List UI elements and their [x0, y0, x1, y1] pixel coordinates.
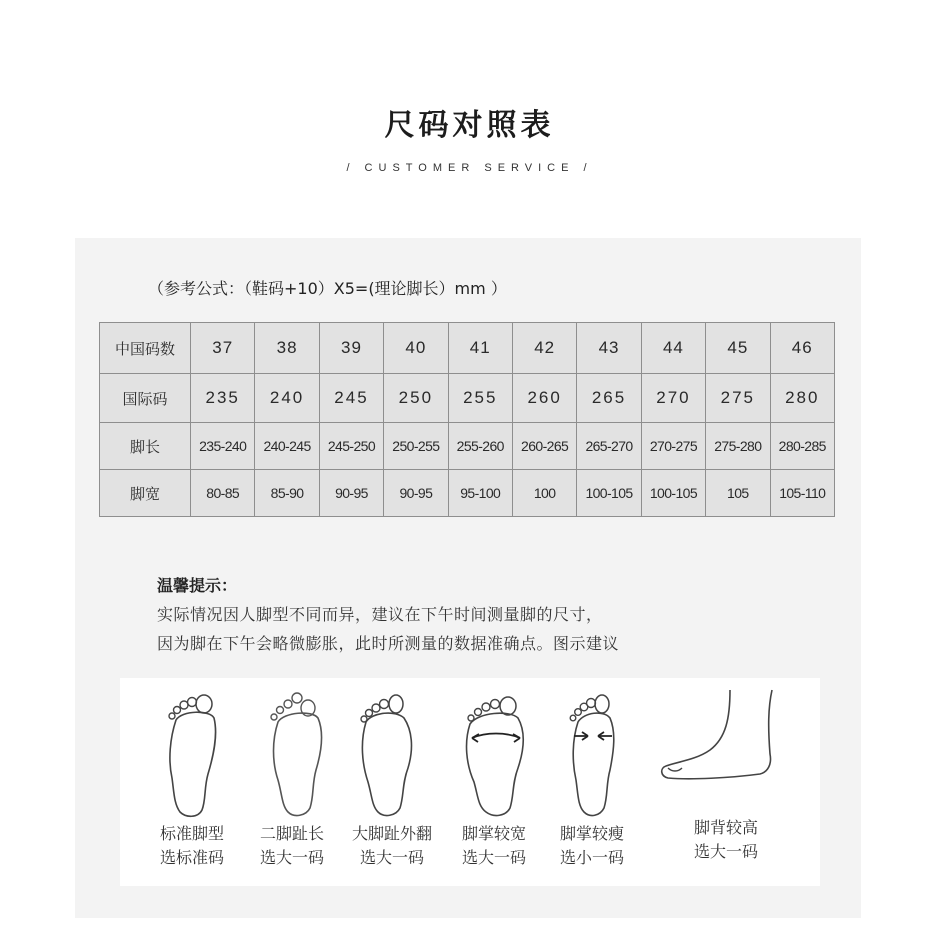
table-cell: 255 — [448, 374, 512, 423]
page-title: 尺码对照表 — [384, 108, 555, 143]
foot-caption-line: 选标准码 — [159, 848, 224, 867]
table-cell: 100 — [512, 470, 576, 517]
size-formula: （参考公式：（鞋码+10）X5=(理论脚长）mm ） — [148, 279, 507, 298]
table-row — [100, 374, 835, 423]
table-cell: 265-270 — [577, 423, 641, 470]
foot-caption-line: 选小一码 — [559, 848, 624, 867]
foot-caption-line: 二脚趾长 — [259, 824, 324, 843]
size-chart-table — [99, 322, 835, 517]
table-cell: 240-245 — [255, 423, 319, 470]
table-cell: 100-105 — [577, 470, 641, 517]
table-cell: 240 — [255, 374, 319, 423]
table-cell: 260 — [512, 374, 576, 423]
table-cell: 280-285 — [770, 423, 834, 470]
table-cell: 260-265 — [512, 423, 576, 470]
row-header-foot-width: 脚宽 — [100, 470, 191, 517]
page-subtitle: / CUSTOMER SERVICE / — [346, 162, 593, 174]
table-cell: 45 — [706, 323, 770, 374]
table-row — [100, 470, 835, 517]
foot-caption-line: 选大一码 — [259, 848, 324, 867]
table-cell: 40 — [384, 323, 448, 374]
table-cell: 270-275 — [641, 423, 705, 470]
row-header-cn-size: 中国码数 — [100, 323, 191, 374]
tips-text-line: 实际情况因人脚型不同而异，建议在下午时间测量脚的尺寸， — [157, 605, 603, 624]
table-cell: 245-250 — [319, 423, 383, 470]
table-cell: 39 — [319, 323, 383, 374]
wide-foot-icon — [458, 688, 568, 818]
tips-text-line: 因为脚在下午会略微膨胀，此时所测量的数据准确点。图示建议 — [157, 634, 620, 653]
foot-caption — [666, 816, 786, 864]
table-cell: 38 — [255, 323, 319, 374]
bunion-foot-icon — [352, 688, 462, 818]
foot-type-illustrations — [120, 678, 820, 886]
foot-caption-line: 选大一码 — [359, 848, 424, 867]
table-cell: 42 — [512, 323, 576, 374]
foot-caption-line: 脚背较高 — [693, 818, 758, 837]
table-cell: 270 — [641, 374, 705, 423]
table-cell: 275-280 — [706, 423, 770, 470]
foot-caption-line: 选大一码 — [461, 848, 526, 867]
foot-caption — [532, 822, 652, 870]
row-header-intl-size: 国际码 — [100, 374, 191, 423]
table-cell: 90-95 — [319, 470, 383, 517]
table-cell: 37 — [191, 323, 255, 374]
foot-caption-line: 脚掌较宽 — [461, 824, 526, 843]
table-cell: 255-260 — [448, 423, 512, 470]
table-cell: 44 — [641, 323, 705, 374]
table-cell: 100-105 — [641, 470, 705, 517]
table-cell: 245 — [319, 374, 383, 423]
table-cell: 46 — [770, 323, 834, 374]
narrow-foot-icon — [558, 688, 668, 818]
table-cell: 105-110 — [770, 470, 834, 517]
foot-caption-line: 标准脚型 — [159, 824, 224, 843]
row-header-foot-length: 脚长 — [100, 423, 191, 470]
foot-caption-line: 选大一码 — [693, 842, 758, 861]
table-cell: 250 — [384, 374, 448, 423]
table-cell: 95-100 — [448, 470, 512, 517]
high-instep-foot-icon — [660, 688, 770, 788]
standard-foot-icon — [156, 688, 266, 818]
table-row — [100, 423, 835, 470]
foot-caption-line: 脚掌较瘦 — [559, 824, 624, 843]
table-cell: 80-85 — [191, 470, 255, 517]
table-cell: 90-95 — [384, 470, 448, 517]
table-cell: 250-255 — [384, 423, 448, 470]
foot-caption-line: 大脚趾外翻 — [351, 824, 432, 843]
table-cell: 105 — [706, 470, 770, 517]
table-cell: 280 — [770, 374, 834, 423]
table-cell: 275 — [706, 374, 770, 423]
table-cell: 235 — [191, 374, 255, 423]
table-cell: 41 — [448, 323, 512, 374]
tips-title: 温馨提示： — [157, 576, 238, 595]
table-cell: 265 — [577, 374, 641, 423]
table-row — [100, 323, 835, 374]
table-cell: 43 — [577, 323, 641, 374]
table-cell: 235-240 — [191, 423, 255, 470]
table-cell: 85-90 — [255, 470, 319, 517]
